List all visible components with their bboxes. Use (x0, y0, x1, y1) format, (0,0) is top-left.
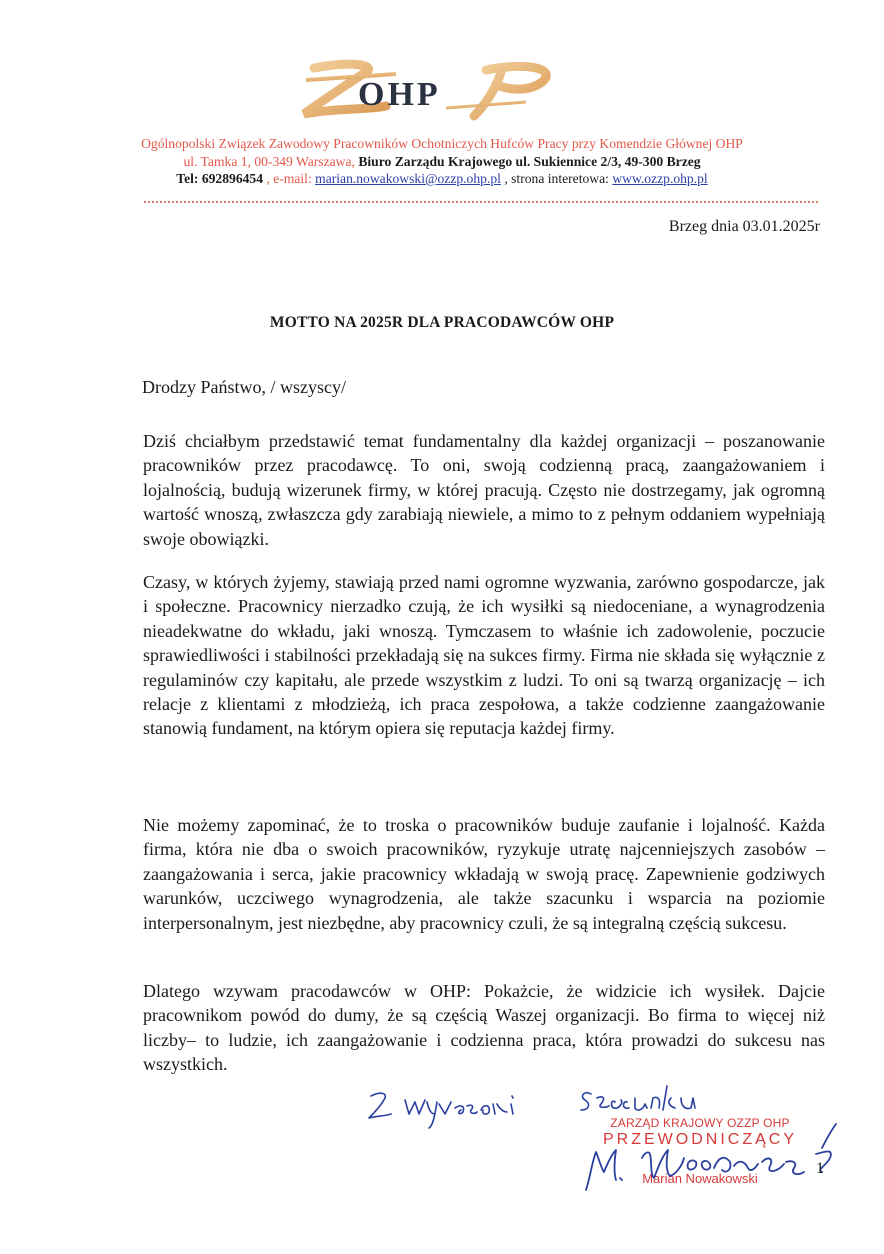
letter-date: Brzeg dnia 03.01.2025r (668, 218, 820, 235)
page-number: 1 (816, 1160, 824, 1177)
stamp-name: Marian Nowakowski (642, 1171, 758, 1186)
stamp-organization: ZARZĄD KRAJOWY OZZP OHP (610, 1116, 790, 1130)
office-address: Biuro Zarządu Krajowego ul. Sukiennice 2/3, 49-300 Brzeg (358, 154, 701, 169)
stamp-role: PRZEWODNICZĄCY (603, 1131, 797, 1148)
website-link[interactable]: www.ozzp.ohp.pl (612, 171, 708, 186)
paragraph-2: Czasy, w których żyjemy, stawiają przed nami ogromne wyzwania, zarówno gospodarcze, jak i społeczne. Pracownicy nierzadko czują, że ich wysiłki są niedoceniane, a wynagrodzenia nieadekwatne do wkładu, jaki wnoszą. Tymczasem to właśnie ich zadowolenie, poczucie sprawiedliwości i stabilności przekładają się na sukces firmy. Firma nie składa się wyłącznie z regulaminów czy kapitału, ale przede wszystkim z ludzi. To oni są twarzą organizację – ich relacje z klientami z młodzieżą, ich praca zespołowa, a także codzienne zaangażowanie stanowią fundament, na którym opiera się reputacja każdej firmy. (143, 572, 825, 739)
address-line (0, 154, 884, 170)
website-label: , strona interetowa: (504, 171, 609, 186)
paragraph-1: Dziś chciałbym przedstawić temat fundamentalny dla każdej organizacji – poszanowanie pracowników przez pracodawcę. To oni, swoją codzienną pracą, zaangażowaniem i lojalnością, budują wizerunek firmy, w której pracują. Często nie dostrzegamy, jak ogromną wartość wnoszą, zwłaszcza gdy zarabiają niewiele, a mimo to z pełnym oddaniem wypełniają swoje obowiązki. (143, 431, 825, 549)
paragraph-3: Nie możemy zapominać, że to troska o pracowników buduje zaufanie i lojalność. Każda firma, która nie dba o swoich pracowników, ryzykuje utratę najcenniejszych zasobów – zaangażowania i serca, jakie pracownicy wkładają w swoją pracę. Zapewnienie godziwych warunków, uczciwego wynagrodzenia, ale także szacunku i wsparcia na poziomie interpersonalnym, jest niezbędne, aby pracownicy czuli, że są integralną częścią sukcesu. (143, 815, 825, 933)
logo-wordmark: OHP (358, 76, 441, 113)
letter-title: MOTTO NA 2025R DLA PRACODAWCÓW OHP (269, 314, 615, 331)
ohp-logo (296, 58, 558, 122)
greeting: Drodzy Państwo, / wszyscy/ (142, 377, 346, 397)
handwritten-signature (572, 1118, 852, 1198)
paragraph-4: Dlatego wzywam pracodawców w OHP: Pokażcie, że widzicie ich wysiłek. Dajcie pracownikom powód do dumy, że są częścią Waszej organizacji. Bo firma to więcej niż liczby– to ludzie, ich zaangażowanie i codzienna praca, która prowadzi do sukcesu nas wszystkich. (143, 981, 825, 1075)
phone: Tel: 692896454 (176, 171, 264, 186)
letterhead-divider (144, 201, 818, 203)
email-label: , e-mail: (266, 171, 312, 186)
org-address: ul. Tamka 1, 00-349 Warszawa, (183, 154, 355, 169)
contact-line (0, 171, 884, 187)
org-name: Ogólnopolski Związek Zawodowy Pracowników Ochotniczych Hufców Pracy przy Komendzie Głównej OHP (141, 136, 743, 151)
email-link[interactable]: marian.nowakowski@ozzp.ohp.pl (315, 171, 501, 186)
